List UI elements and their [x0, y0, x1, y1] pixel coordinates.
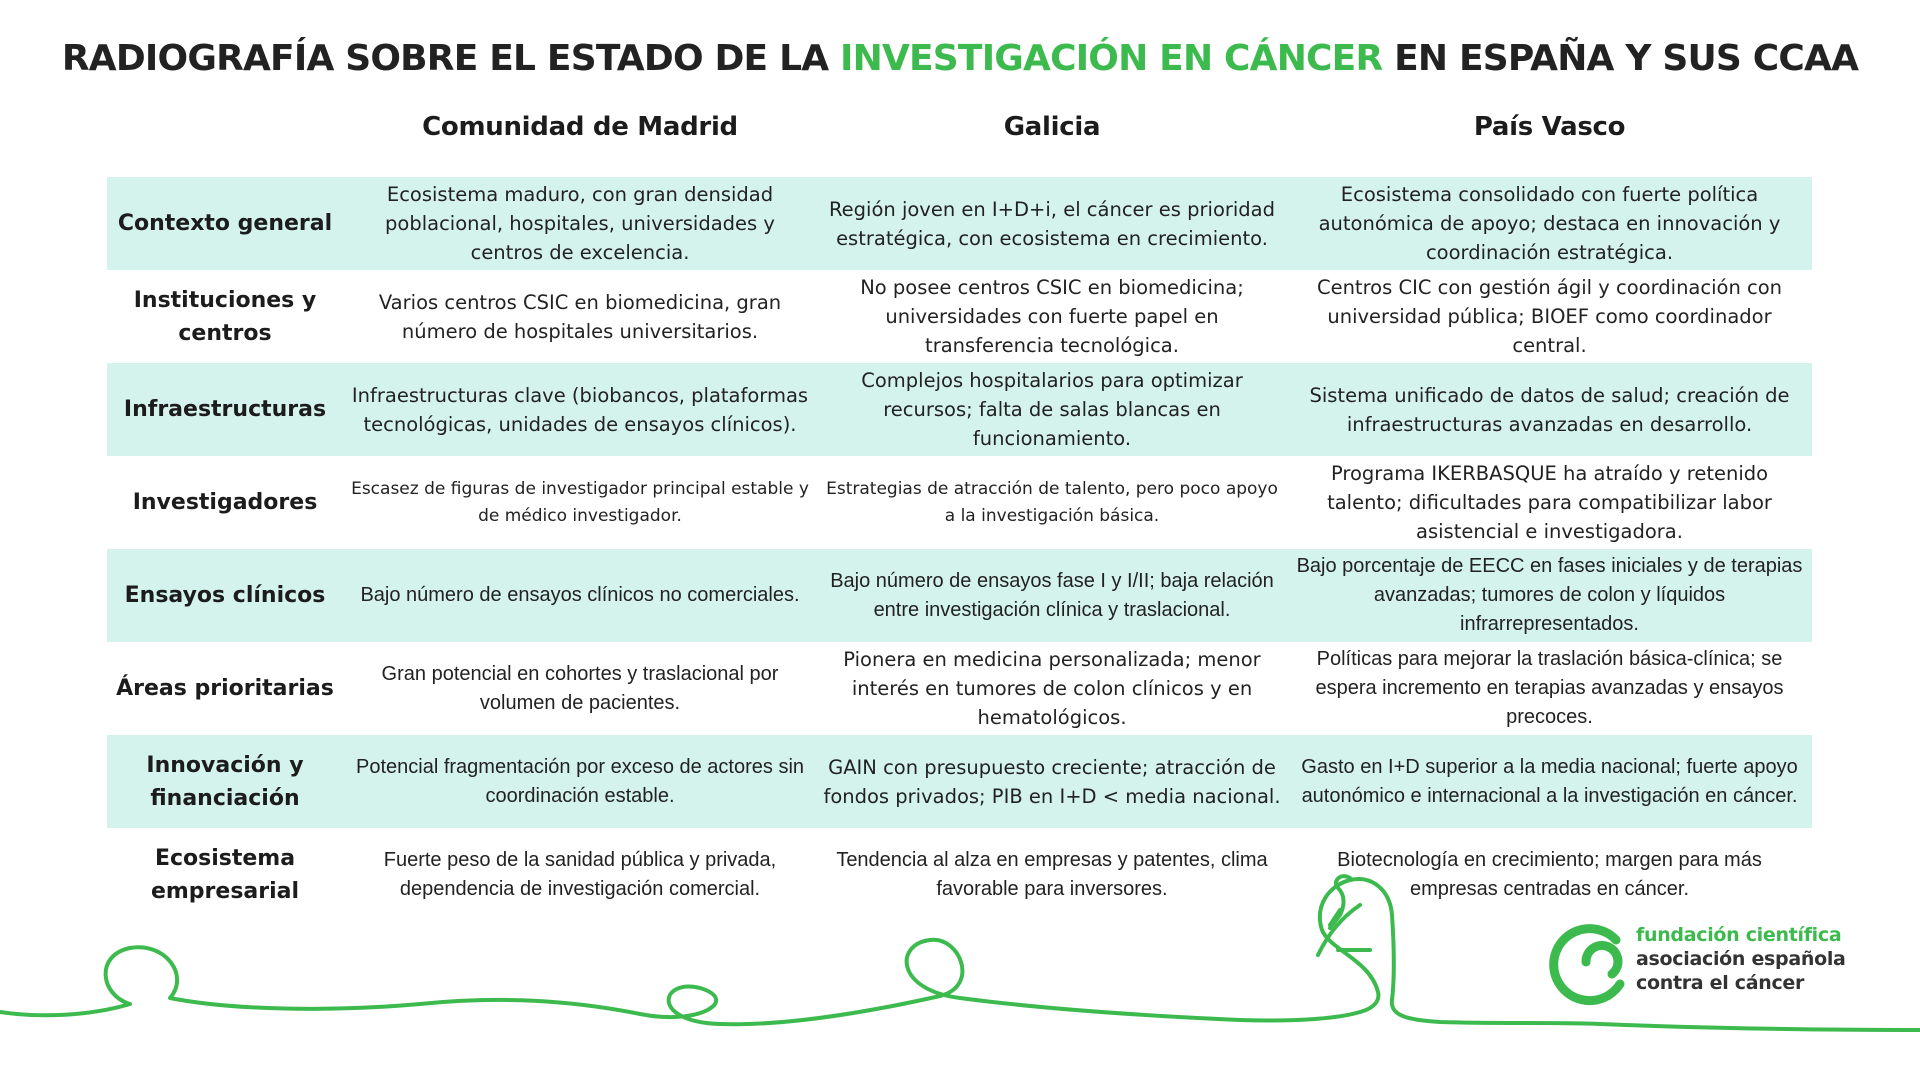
cell-pais-vasco — [1287, 549, 1812, 642]
cell-galicia — [817, 270, 1287, 363]
cell-galicia — [817, 363, 1287, 456]
cell-text: Fuerte peso de la sanidad pública y privada, dependencia de investigación comercial. — [383, 848, 777, 900]
cell-text: Bajo número de ensayos fase I y I/II; baja relación entre investigación clínica y traslacional. — [830, 569, 1274, 621]
cell-text: Políticas para mejorar la traslación básica-clínica; se espera incremento en terapias avanzadas y ensayos precoces. — [1315, 648, 1784, 728]
table-row — [107, 828, 1812, 921]
cell-pais-vasco — [1287, 177, 1812, 270]
table-row — [107, 177, 1812, 270]
cell-madrid — [343, 735, 817, 828]
row-label: Contexto general — [117, 211, 333, 236]
table-row — [107, 456, 1812, 549]
row-label: Instituciones y centros — [133, 287, 317, 346]
row-label: Ensayos clínicos — [124, 583, 326, 608]
column-header-pais-vasco: País Vasco — [1473, 112, 1626, 142]
cell-pais-vasco — [1287, 828, 1812, 921]
cell-text: Estrategias de atracción de talento, pero poco apoyo a la investigación básica. — [826, 478, 1278, 526]
cell-galicia — [817, 735, 1287, 828]
cell-madrid — [343, 456, 817, 549]
cell-text: Ecosistema consolidado con fuerte política autonómica de apoyo; destaca en innovación y coordinación estratégica. — [1318, 183, 1781, 264]
cell-text: Tendencia al alza en empresas y patentes, clima favorable para inversores. — [836, 848, 1268, 900]
table-row — [107, 270, 1812, 363]
cell-text: Infraestructuras clave (biobancos, plataformas tecnológicas, unidades de ensayos clínicos). — [351, 383, 809, 436]
cell-madrid — [343, 177, 817, 270]
cell-text: Sistema unificado de datos de salud; creación de infraestructuras avanzadas en desarrollo. — [1309, 383, 1790, 436]
cell-pais-vasco — [1287, 270, 1812, 363]
cell-text: Centros CIC con gestión ágil y coordinación con universidad pública; BIOEF como coordinador central. — [1316, 276, 1783, 357]
cell-text: Varios centros CSIC en biomedicina, gran número de hospitales universitarios. — [378, 290, 782, 343]
row-label: Investigadores — [132, 490, 318, 515]
cell-text: Gran potencial en cohortes y traslacional por volumen de pacientes. — [381, 662, 779, 714]
logo-wordmark — [1636, 923, 1846, 995]
cell-text: Escasez de figuras de investigador principal estable y de médico investigador. — [351, 478, 809, 526]
row-label: Infraestructuras — [123, 397, 327, 422]
row-label: Innovación y financiación — [146, 752, 304, 811]
cell-pais-vasco — [1287, 735, 1812, 828]
cell-text: Programa IKERBASQUE ha atraído y retenido talento; dificultades para compatibilizar labor asistencial e investigadora. — [1327, 462, 1772, 543]
column-headers — [0, 112, 1920, 152]
cell-galicia — [817, 177, 1287, 270]
logo-line-1: fundación científica — [1636, 924, 1842, 946]
cell-madrid — [343, 363, 817, 456]
cell-pais-vasco — [1287, 642, 1812, 735]
cell-pais-vasco — [1287, 363, 1812, 456]
cell-galicia — [817, 549, 1287, 642]
cell-text: GAIN con presupuesto creciente; atracción de fondos privados; PIB en I+D < media nacional. — [823, 755, 1281, 808]
table-row — [107, 735, 1812, 828]
cell-text: No posee centros CSIC en biomedicina; universidades con fuerte papel en transferencia tecnológica. — [860, 276, 1244, 357]
cell-text: Pionera en medicina personalizada; menor interés en tumores de colon clínicos y en hematológicos. — [843, 648, 1261, 729]
comparison-table — [107, 177, 1812, 921]
table-row — [107, 363, 1812, 456]
row-label: Áreas prioritarias — [116, 676, 334, 701]
cell-galicia — [817, 456, 1287, 549]
table-row — [107, 642, 1812, 735]
cell-pais-vasco — [1287, 456, 1812, 549]
cell-galicia — [817, 642, 1287, 735]
cell-text: Bajo número de ensayos clínicos no comerciales. — [360, 584, 800, 606]
row-label: Ecosistema empresarial — [150, 845, 300, 904]
title-part-2: EN ESPAÑA Y SUS CCAA — [1382, 38, 1859, 79]
cell-text: Potencial fragmentación por exceso de actores sin coordinación estable. — [355, 755, 805, 807]
cell-text: Gasto en I+D superior a la media nacional; fuerte apoyo autonómico e internacional a la investigación en cáncer. — [1301, 755, 1798, 807]
cell-madrid — [343, 828, 817, 921]
logo-mark-icon — [1554, 929, 1620, 1001]
cell-madrid — [343, 270, 817, 363]
title-highlight: INVESTIGACIÓN EN CÁNCER — [840, 38, 1383, 79]
cell-madrid — [343, 549, 817, 642]
cell-galicia — [817, 828, 1287, 921]
cell-text: Región joven en I+D+i, el cáncer es prioridad estratégica, con ecosistema en crecimiento. — [828, 197, 1276, 250]
page-title — [0, 38, 1920, 79]
logo-line-2: asociación española — [1636, 948, 1846, 970]
title-part-1: RADIOGRAFÍA SOBRE EL ESTADO DE LA — [61, 38, 841, 79]
cell-text: Bajo porcentaje de EECC en fases iniciales y de terapias avanzadas; tumores de colon y líquidos infrarrepresentados. — [1296, 555, 1803, 635]
cell-madrid — [343, 642, 817, 735]
cell-text: Ecosistema maduro, con gran densidad poblacional, hospitales, universidades y centros de excelencia. — [385, 183, 775, 264]
logo-line-3: contra el cáncer — [1636, 972, 1805, 994]
cell-text: Complejos hospitalarios para optimizar recursos; falta de salas blancas en funcionamiento. — [861, 369, 1243, 450]
column-header-madrid: Comunidad de Madrid — [422, 112, 738, 142]
cell-text: Biotecnología en crecimiento; margen para más empresas centradas en cáncer. — [1337, 848, 1762, 900]
column-header-galicia: Galicia — [1003, 112, 1101, 142]
table-row — [107, 549, 1812, 642]
